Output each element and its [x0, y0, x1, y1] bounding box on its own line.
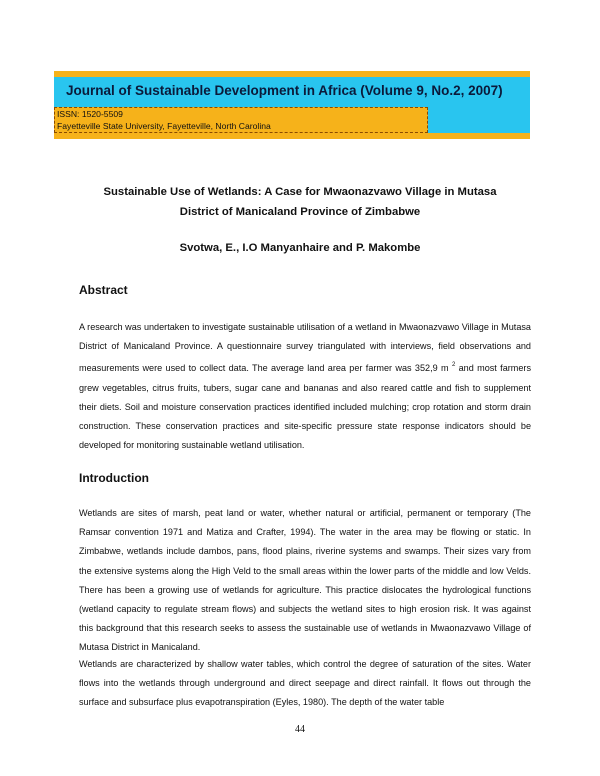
article-title — [0, 182, 600, 222]
header-top-bar — [54, 71, 530, 77]
journal-title: Journal of Sustainable Development in Africa (Volume 9, No.2, 2007) — [66, 83, 503, 98]
journal-info-box — [54, 107, 428, 133]
introduction-paragraph-2: Wetlands are characterized by shallow water tables, which control the degree of saturation of the sites. Water flows into the wetlands through underground and direct seepage and direct rainfall. It flows out through the surface and subsurface plus evapotranspiration (Eyles, 1980). The depth of the water table — [79, 659, 531, 708]
abstract-text-part1: A research was undertaken to investigate sustainable utilisation of a wetland in Mwaonazvawo Village in Mutasa District of Manicaland Province. A questionnaire survey triangulated with interviews, field observations and measurements were used to collect data. The average land area per farmer was 352,9 m — [79, 322, 531, 374]
introduction-heading: Introduction — [79, 471, 149, 485]
abstract-text — [79, 318, 531, 455]
affiliation-line: Fayetteville State University, Fayetteville, North Carolina — [57, 121, 271, 131]
abstract-heading: Abstract — [79, 283, 128, 297]
header-bottom-bar — [54, 133, 530, 139]
article-title-line2: District of Manicaland Province of Zimbabwe — [179, 206, 421, 218]
page-number: 44 — [295, 724, 305, 735]
journal-header — [54, 71, 530, 139]
article-title-line1: Sustainable Use of Wetlands: A Case for Mwaonazvawo Village in Mutasa — [103, 186, 497, 198]
article-authors: Svotwa, E., I.O Manyanhaire and P. Makombe — [179, 242, 421, 254]
issn-line: ISSN: 1520-5509 — [57, 109, 123, 119]
introduction-paragraph-1: Wetlands are sites of marsh, peat land or water, whether natural or artificial, permanent or temporary (The Ramsar convention 1971 and Matiza and Crafter, 1994). The water in the area may be flowing or static. In Zimbabwe, wetlands include dambos, pans, flood plains, riverine systems and swamps. Their sizes vary from the extensive systems along the High Veld to the small areas within the lower parts of the middle and low Velds. There has been a growing use of wetlands for agriculture. This practice dislocates the hydrological functions (wetland capacity to regulate stream flows) and subjects the wetland sites to high erosion risk. It was against this background that this research seeks to assess the sustainable use of wetlands in Mwaonazvawo Village of Mutasa District in Manicaland. — [79, 508, 531, 653]
abstract-text-part2: and most farmers grew vegetables, citrus fruits, tubers, sugar cane and bananas and also reared cattle and fish to supplement their diets. Soil and moisture conservation practices identified included mulching; crop rotation and storm drain construction. These conservation practices and site-specific pressure state response indicators should be developed for monitoring sustainable wetland utilisation. — [79, 363, 531, 451]
area-exponent: 2 — [451, 362, 456, 369]
